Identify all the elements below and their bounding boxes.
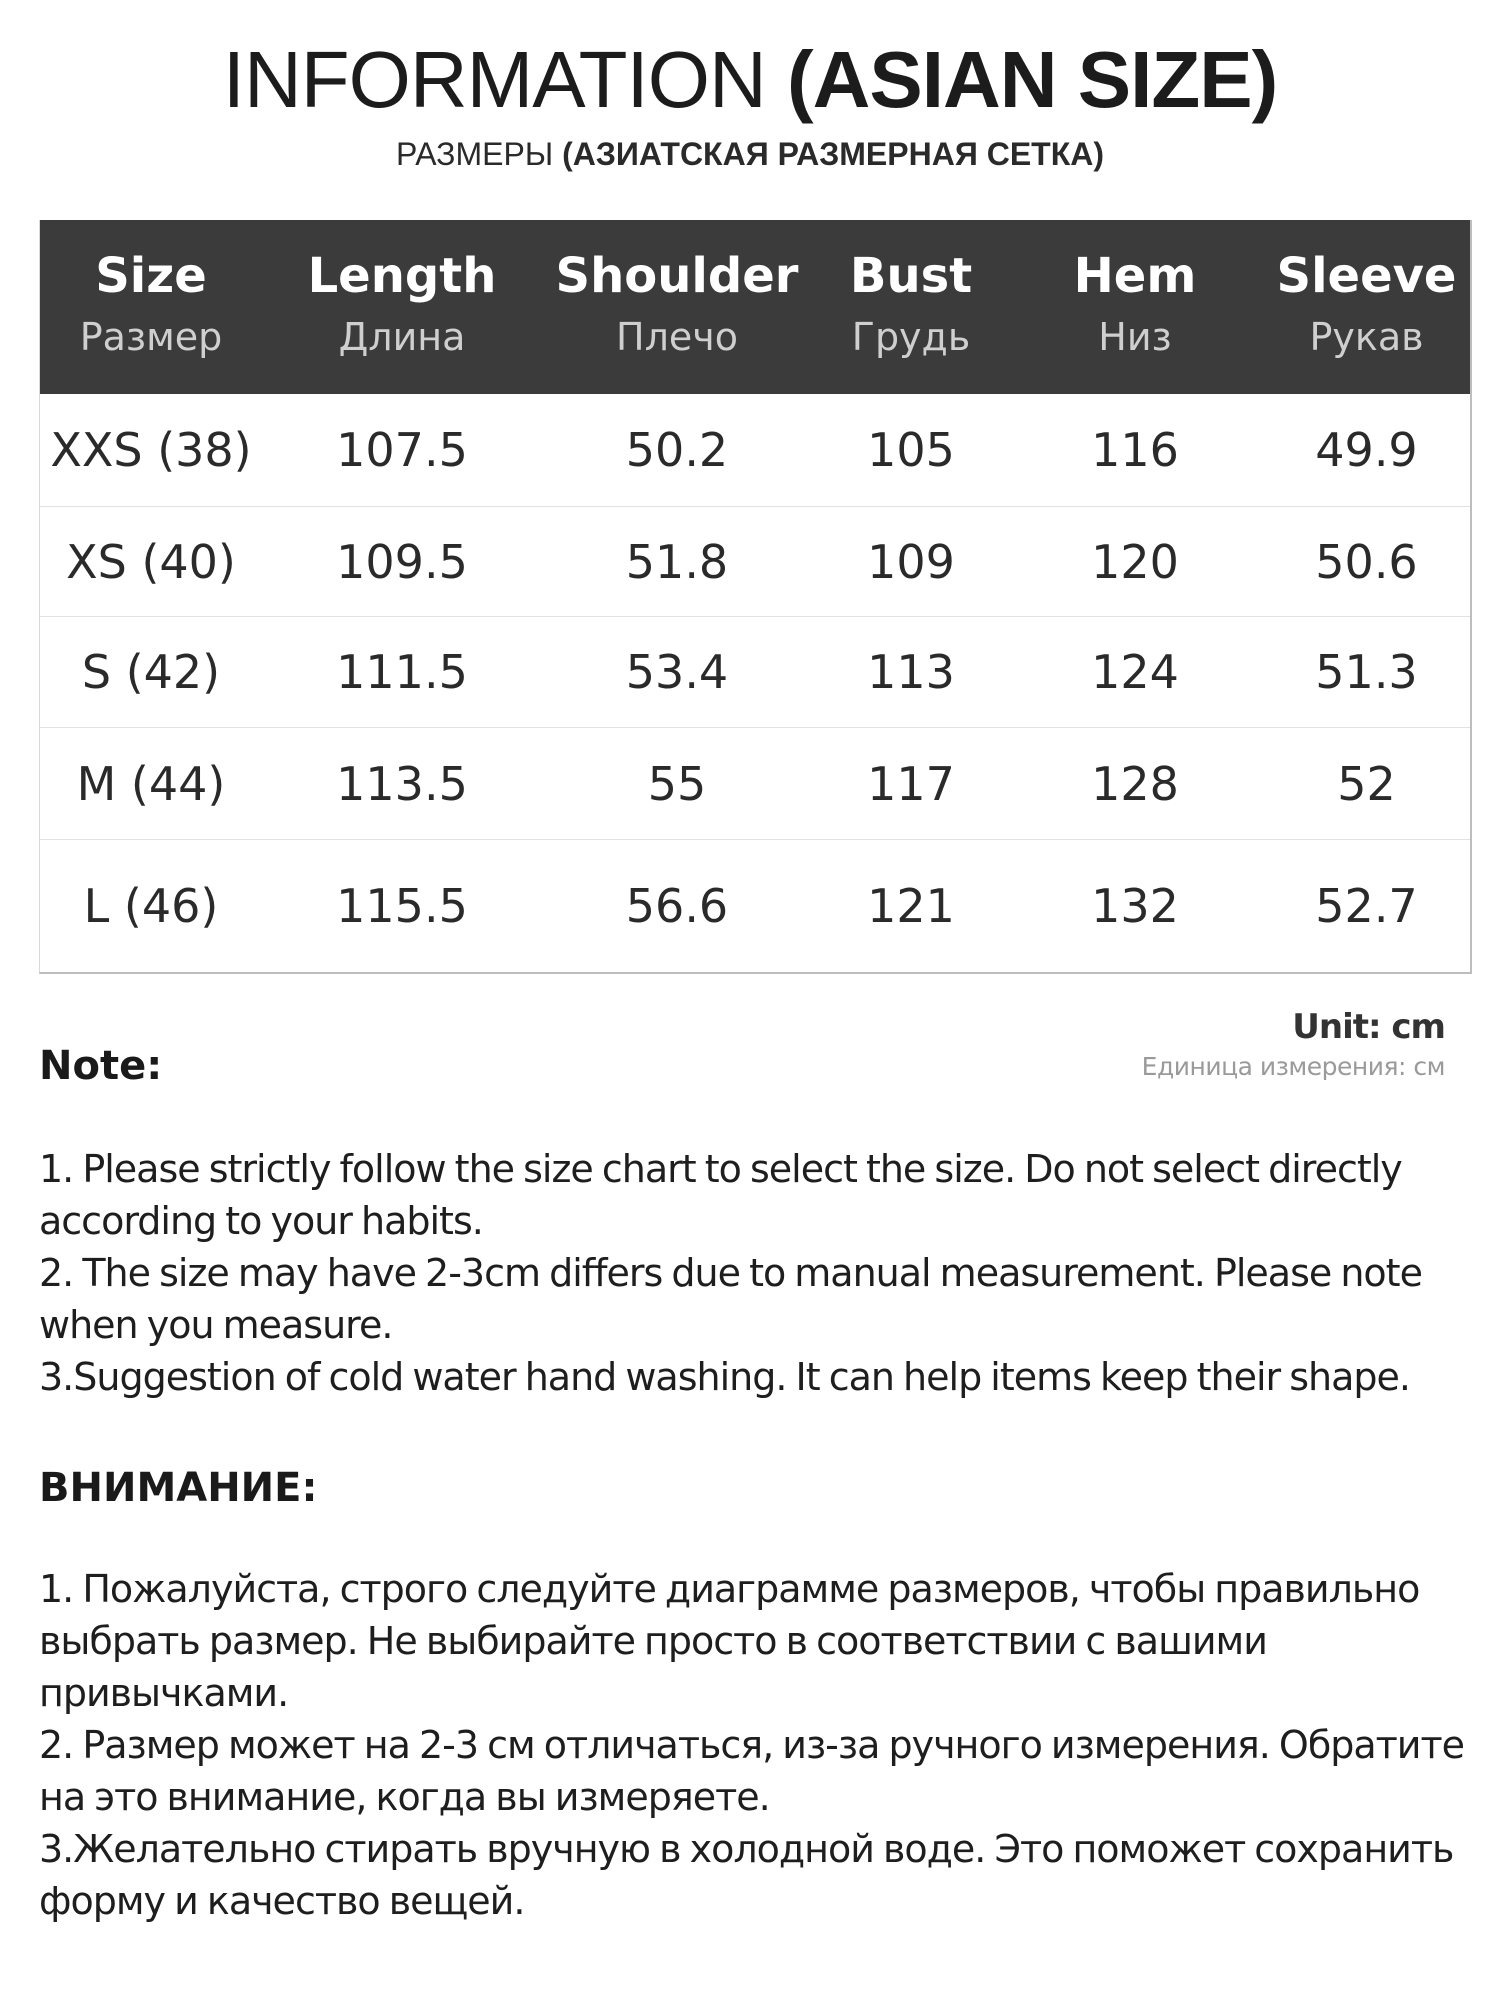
cell-hem: 124 (1091, 645, 1179, 699)
table-row (40, 840, 1470, 972)
table-header (40, 220, 1470, 394)
unit-en: Unit: cm (1292, 1007, 1445, 1047)
cell-hem: 120 (1091, 534, 1179, 589)
cell-sleeve: 51.3 (1315, 645, 1418, 699)
column-header-ru: Низ (1098, 315, 1172, 359)
column-header-en: Length (307, 248, 497, 304)
column-header-en: Hem (1073, 248, 1197, 304)
cell-length: 109.5 (336, 534, 468, 589)
note-en-item-1: 1. Please strictly follow the size chart to select the size. Do not select directly according to your habits. (39, 1147, 1402, 1243)
size-table (39, 220, 1472, 974)
column-header-en: Sleeve (1276, 248, 1457, 304)
column-header-shoulder (542, 220, 812, 394)
cell-shoulder: 55 (647, 756, 707, 811)
table-row (40, 394, 1470, 507)
column-header-size (40, 220, 262, 394)
subtitle-bold: (АЗИАТСКАЯ РАЗМЕРНАЯ СЕТКА) (562, 136, 1105, 172)
page-title (0, 30, 1500, 130)
cell-length: 107.5 (336, 423, 468, 477)
cell-bust: 117 (867, 756, 955, 811)
cell-size: L (46) (83, 879, 219, 933)
column-header-ru: Размер (79, 315, 223, 359)
column-header-ru: Рукав (1309, 315, 1424, 359)
cell-bust: 121 (867, 879, 955, 933)
cell-bust: 105 (867, 423, 955, 477)
note-ru-item-3: 3.Желательно стирать вручную в холодной воде. Это поможет сохранить форму и качество вещей. (39, 1827, 1454, 1923)
note-en-item-3: 3.Suggestion of cold water hand washing. It can help items keep their shape. (39, 1355, 1410, 1399)
cell-sleeve: 50.6 (1315, 534, 1418, 589)
column-header-sleeve (1260, 220, 1473, 394)
column-header-hem (1010, 220, 1260, 394)
cell-hem: 128 (1091, 756, 1179, 811)
title-bold: (ASIAN SIZE) (787, 35, 1278, 124)
cell-size: M (44) (76, 756, 226, 811)
cell-length: 115.5 (336, 879, 468, 933)
table-row (40, 728, 1470, 840)
cell-sleeve: 52.7 (1315, 879, 1418, 933)
cell-length: 113.5 (336, 756, 468, 811)
subtitle-light: РАЗМЕРЫ (395, 136, 554, 172)
title-light: INFORMATION (222, 35, 766, 124)
cell-shoulder: 50.2 (625, 423, 729, 477)
column-header-length (262, 220, 542, 394)
column-header-ru: Длина (338, 315, 466, 359)
column-header-en: Shoulder (555, 248, 799, 304)
cell-hem: 116 (1091, 423, 1179, 477)
cell-sleeve: 49.9 (1315, 423, 1418, 477)
cell-bust: 113 (867, 645, 955, 699)
cell-shoulder: 56.6 (625, 879, 729, 933)
cell-size: S (42) (81, 645, 221, 699)
unit-label (1142, 1005, 1445, 1085)
column-header-ru: Грудь (851, 315, 971, 359)
column-header-en: Bust (849, 248, 973, 304)
table-row (40, 507, 1470, 617)
cell-size: XXS (38) (50, 423, 252, 477)
column-header-ru: Плечо (616, 315, 738, 359)
cell-shoulder: 53.4 (625, 645, 729, 699)
cell-size: XS (40) (66, 534, 236, 589)
note-en-item-2: 2. The size may have 2-3cm differs due to manual measurement. Please note when you measure. (39, 1251, 1422, 1347)
cell-bust: 109 (867, 534, 955, 589)
cell-shoulder: 51.8 (625, 534, 729, 589)
cell-sleeve: 52 (1337, 756, 1396, 811)
column-header-bust (812, 220, 1010, 394)
unit-ru: Единица измерения: см (1141, 1052, 1445, 1081)
note-ru-item-2: 2. Размер может на 2-3 см отличаться, из-за ручного измерения. Обратите на это внимание, когда вы измеряете. (39, 1723, 1465, 1819)
note-heading-ru: ВНИМАНИЕ: (39, 1465, 318, 1511)
note-ru-item-1: 1. Пожалуйста, строго следуйте диаграмме размеров, чтобы правильно выбрать размер. Не выбирайте просто в соответствии с вашими привычками. (39, 1567, 1420, 1715)
table-row (40, 617, 1470, 728)
page-subtitle (0, 130, 1500, 178)
note-heading-en: Note: (39, 1043, 163, 1089)
cell-length: 111.5 (336, 645, 468, 699)
column-header-en: Size (95, 248, 207, 304)
cell-hem: 132 (1091, 879, 1179, 933)
